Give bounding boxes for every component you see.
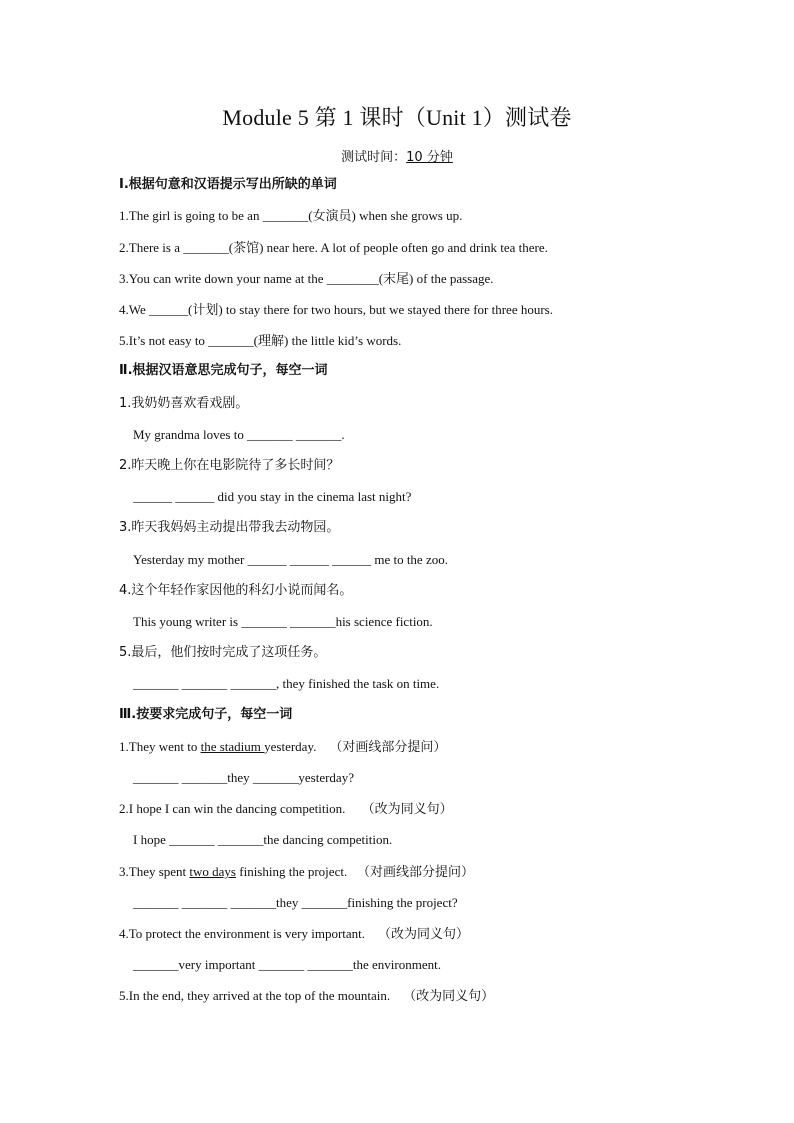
s3-question-2-answer: I hope _______ _______the dancing competition. bbox=[133, 832, 393, 847]
s3-q4-instruction: （改为同义句） bbox=[378, 927, 470, 942]
s3-question-2 bbox=[119, 800, 453, 819]
s3-question-1-answer: _______ _______they _______yesterday? bbox=[133, 770, 354, 785]
section-1-heading: Ⅰ.根据句意和汉语提示写出所缺的单词 bbox=[119, 177, 337, 192]
s1-question-5: 5.It’s not easy to _______(理解) the little kid’s words. bbox=[119, 333, 402, 348]
s1-question-4: 4.We ______(计划) to stay there for two hours, but we stayed there for three hours. bbox=[119, 302, 553, 317]
s3-q4-text: 4.To protect the environment is very important. bbox=[119, 926, 366, 941]
s1-question-3: 3.You can write down your name at the ________(末尾) of the passage. bbox=[119, 271, 494, 286]
s3-q1-text: 1.They went to bbox=[119, 739, 201, 754]
s3-q1-instruction: （对画线部分提问） bbox=[329, 740, 447, 755]
s1-question-2: 2.There is a _______(茶馆) near here. A lot of people often go and drink tea there. bbox=[119, 240, 548, 255]
s2-question-4-en: This young writer is _______ _______his science fiction. bbox=[133, 614, 433, 629]
s3-q2-text: 2.I hope I can win the dancing competition. bbox=[119, 801, 346, 816]
s2-question-5-cn: 5.最后，他们按时完成了这项任务。 bbox=[119, 645, 327, 660]
test-time-value: 10 分钟 bbox=[406, 150, 453, 165]
s3-q1-text-after: yesterday. bbox=[264, 739, 317, 754]
s3-q3-instruction: （对画线部分提问） bbox=[356, 865, 474, 880]
section-3-heading: Ⅲ.按要求完成句子，每空一词 bbox=[119, 707, 293, 722]
s1-question-1: 1.The girl is going to be an _______(女演员) when she grows up. bbox=[119, 208, 463, 223]
s2-question-3-en: Yesterday my mother ______ ______ ______ me to the zoo. bbox=[133, 552, 448, 567]
s2-question-4-cn: 4.这个年轻作家因他的科幻小说而闻名。 bbox=[119, 583, 353, 598]
s2-question-1-en: My grandma loves to _______ _______. bbox=[133, 427, 345, 442]
s3-q5-text: 5.In the end, they arrived at the top of the mountain. bbox=[119, 988, 391, 1003]
s3-q2-instruction: （改为同义句） bbox=[361, 802, 453, 817]
s3-question-1 bbox=[119, 738, 446, 757]
s3-question-4 bbox=[119, 925, 469, 944]
s3-q3-text: 3.They spent bbox=[119, 864, 190, 879]
s2-question-1-cn: 1.我奶奶喜欢看戏剧。 bbox=[119, 396, 249, 411]
s2-question-2-cn: 2.昨天晚上你在电影院待了多长时间？ bbox=[119, 458, 340, 473]
s3-q3-underlined: two days bbox=[189, 864, 236, 879]
s3-q5-instruction: （改为同义句） bbox=[403, 989, 495, 1004]
test-time bbox=[0, 146, 794, 165]
s3-q1-underlined: the stadium bbox=[200, 739, 265, 754]
s2-question-5-en: _______ _______ _______, they finished the task on time. bbox=[133, 676, 440, 691]
section-2-heading: Ⅱ.根据汉语意思完成句子，每空一词 bbox=[119, 363, 328, 378]
s3-question-3-answer: _______ _______ _______they _______finishing the project? bbox=[133, 895, 458, 910]
s3-question-5 bbox=[119, 987, 494, 1006]
s2-question-2-en: ______ ______ did you stay in the cinema last night? bbox=[133, 489, 412, 504]
s3-q3-text-after: finishing the project. bbox=[236, 864, 348, 879]
s3-question-4-answer: _______very important _______ _______the environment. bbox=[133, 957, 441, 972]
s2-question-3-cn: 3.昨天我妈妈主动提出带我去动物园。 bbox=[119, 520, 340, 535]
page-title: Module 5 第 1 课时（Unit 1）测试卷 bbox=[222, 105, 572, 130]
s3-question-3 bbox=[119, 863, 474, 882]
test-time-label: 测试时间： bbox=[341, 150, 407, 165]
